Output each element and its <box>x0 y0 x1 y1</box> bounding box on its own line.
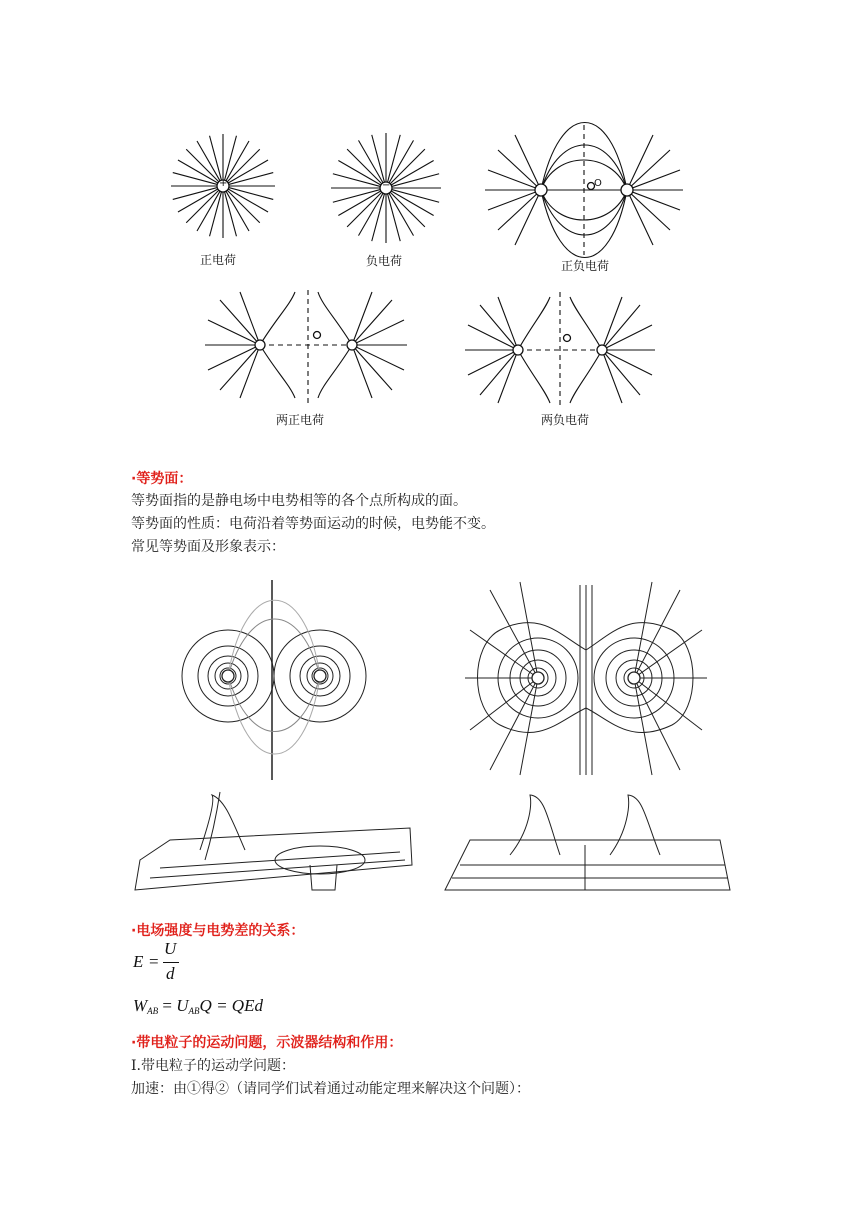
eq2-w: W <box>133 996 148 1015</box>
label-dipole: 正负电荷 <box>561 259 610 273</box>
field-lines-figure <box>0 0 860 440</box>
plus-sign: + <box>219 178 228 189</box>
eq2-u: U <box>176 996 189 1015</box>
text-line: 加速：由①得②（请同学们试着通过动能定理来解决这个问题）： <box>131 1081 530 1097</box>
eq1-equals: = <box>149 952 159 971</box>
label-negative: 负电荷 <box>366 254 403 268</box>
heading-equipotential: ·等势面： <box>131 471 193 487</box>
heading-relation: ·电场强度与电势差的关系： <box>131 923 305 939</box>
equation-work: $W_{AB} = U_{AB}Q$ = QEd <box>133 996 263 1016</box>
eq2-rest: Q = QEd <box>199 996 263 1015</box>
two-positive-field <box>205 290 407 405</box>
fraction-bar <box>163 962 179 963</box>
text-line: 等势面的性质：电荷沿着等势面运动的时候，电势能不变。 <box>131 516 495 532</box>
field-line <box>227 149 260 182</box>
eq1-numerator: U <box>164 939 177 958</box>
eq1-lhs: E <box>133 952 144 971</box>
equation-field-strength <box>133 952 143 972</box>
origin-label: O <box>594 178 602 189</box>
label-two-negative: 两负电荷 <box>541 413 590 427</box>
field-line <box>186 190 219 223</box>
dipole-equipotential <box>182 580 366 780</box>
label-positive: 正电荷 <box>200 253 237 267</box>
two-positive-equipotential <box>465 582 707 775</box>
dipole-field <box>485 123 683 258</box>
text-line: 等势面指的是静电场中电势相等的各个点所构成的面。 <box>131 493 467 509</box>
text-line: Ⅰ.带电粒子的运动学问题： <box>131 1058 295 1074</box>
text-line: 常见等势面及形象表示： <box>131 539 285 555</box>
eq1-denominator: d <box>166 964 175 983</box>
field-line <box>227 190 260 223</box>
dipole-potential-surface <box>135 792 412 890</box>
label-two-positive: 两正电荷 <box>276 413 325 427</box>
two-negative-field <box>465 292 655 405</box>
two-positive-potential-surface <box>445 795 730 890</box>
heading-motion: ·带电粒子的运动问题，示波器结构和作用： <box>131 1035 403 1051</box>
field-line <box>186 149 219 182</box>
equipotential-figure <box>0 560 860 900</box>
minus-sign: − <box>382 180 391 191</box>
eq2-w-sub: AB <box>147 1006 159 1016</box>
eq2-u-sub: AB <box>188 1006 200 1016</box>
